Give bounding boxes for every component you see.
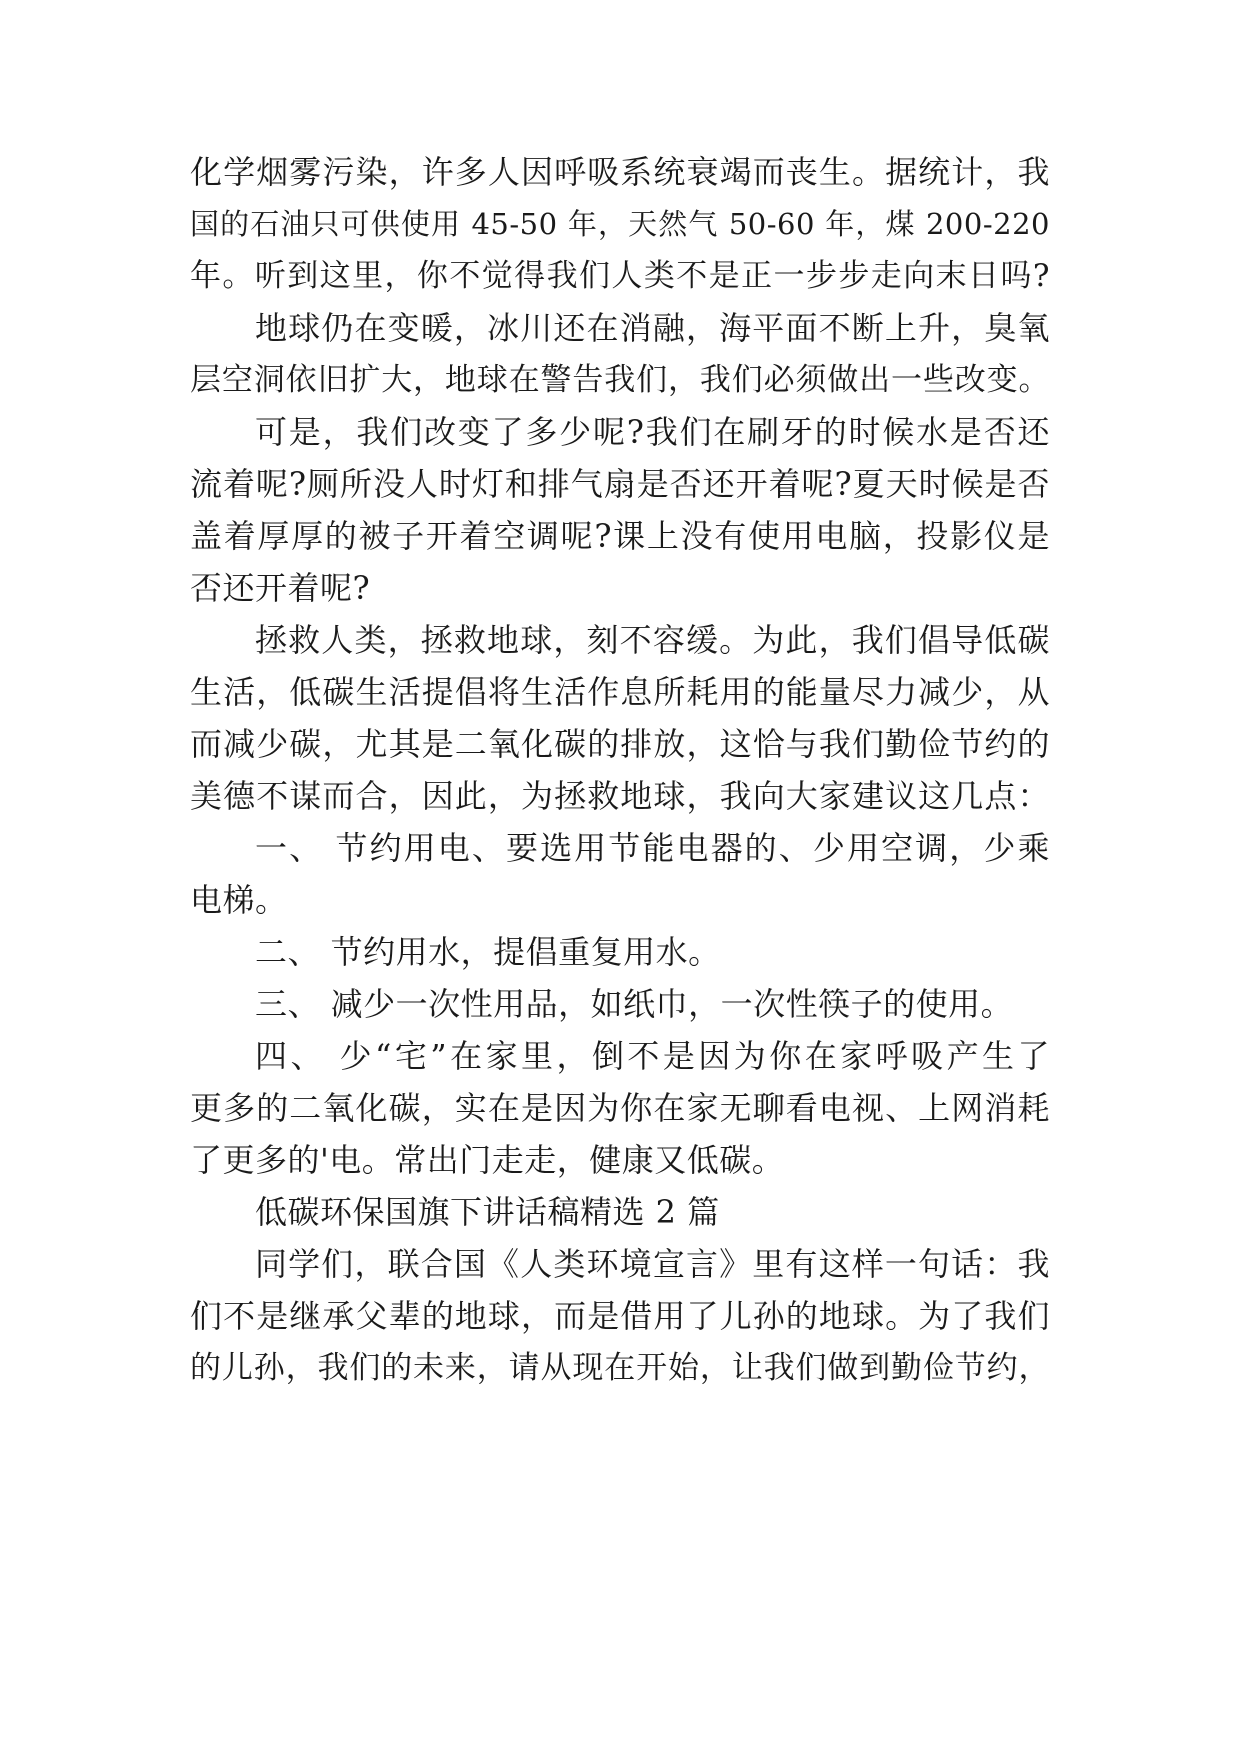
paragraph-first-line: 地球仍在变暖，冰川还在消融，海平面不断上升，臭氧 (255, 309, 1050, 347)
text-line: 流着呢?厕所没人时灯和排气扇是否还开着呢?夏天时候是否 (190, 465, 1050, 503)
text-line: 的儿孙，我们的未来，请从现在开始，让我们做到勤俭节约， (190, 1350, 1050, 1386)
text-line: 国的石油只可供使用 45-50 年，天然气 50-60 年，煤 200-220 (190, 207, 1050, 241)
paragraph-first-line: 拯救人类，拯救地球，刻不容缓。为此，我们倡导低碳 (255, 621, 1050, 659)
text-line: 盖着厚厚的被子开着空调呢?课上没有使用电脑，投影仪是 (190, 517, 1050, 555)
text-line: 了更多的'电。常出门走走，健康又低碳。 (190, 1141, 785, 1179)
text-line: 年。听到这里，你不觉得我们人类不是正一步步走向末日吗? (190, 258, 1050, 294)
paragraph-first-line: 可是，我们改变了多少呢?我们在刷牙的时候水是否还 (255, 413, 1050, 451)
text-line: 们不是继承父辈的地球，而是借用了儿孙的地球。为了我们 (190, 1297, 1050, 1335)
text-line: 层空洞依旧扩大，地球在警告我们，我们必须做出一些改变。 (190, 362, 1050, 398)
text-line: 电梯。 (190, 881, 288, 919)
text-line: 生活，低碳生活提倡将生活作息所耗用的能量尽力减少，从 (190, 673, 1050, 711)
text-line: 化学烟雾污染，许多人因呼吸系统衰竭而丧生。据统计，我 (190, 153, 1050, 191)
list-item-3: 三、 减少一次性用品，如纸巾，一次性筷子的使用。 (255, 985, 1014, 1023)
list-item-2: 二、 节约用水，提倡重复用水。 (255, 933, 721, 971)
text-line: 美德不谋而合，因此，为拯救地球，我向大家建议这几点： (190, 777, 1050, 815)
text-line: 而减少碳，尤其是二氧化碳的排放，这恰与我们勤俭节约的 (190, 725, 1050, 763)
section-heading: 低碳环保国旗下讲话稿精选 2 篇 (255, 1193, 720, 1231)
list-item-4: 四、 少“宅”在家里，倒不是因为你在家呼吸产生了 (255, 1037, 1050, 1075)
paragraph-first-line: 同学们，联合国《人类环境宣言》里有这样一句话：我 (255, 1245, 1050, 1283)
text-line: 否还开着呢? (190, 569, 371, 607)
text-line: 更多的二氧化碳，实在是因为你在家无聊看电视、上网消耗 (190, 1089, 1050, 1127)
list-item-1: 一、 节约用电、要选用节能电器的、少用空调，少乘 (255, 829, 1050, 867)
